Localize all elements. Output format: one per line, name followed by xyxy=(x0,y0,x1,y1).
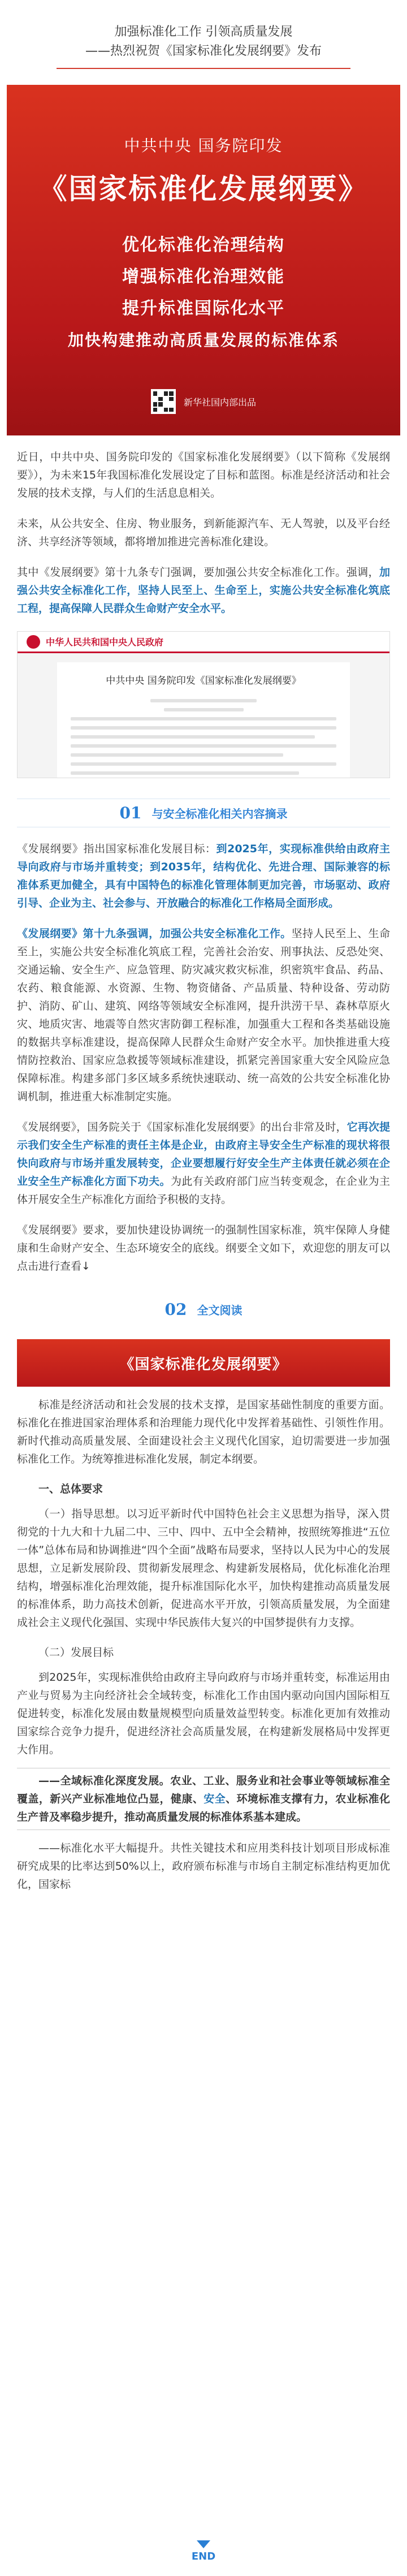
header-line-2: ——热烈祝贺《国家标准化发展纲要》发布 xyxy=(85,44,322,58)
end-label: END xyxy=(191,2551,216,2562)
gov-site-bar xyxy=(18,632,389,653)
section-title: 全文阅读 xyxy=(197,1304,243,1317)
s1-p3-highlight: 它再次提示我们安全生产标准的责任主体是企业，由政府主导安全生产标准的现状将很快向政府与市场并重发展转变，企业要想履行好安全生产主体责任就必须在企业安全生产标准化方面下功夫。 xyxy=(17,1121,390,1188)
ft-goal-2-highlight: 安全 xyxy=(204,1793,226,1805)
down-arrow-icon xyxy=(197,2540,210,2548)
header-divider xyxy=(57,68,350,69)
poster-title: 《国家标准化发展纲要》 xyxy=(38,172,369,205)
poster-line-1: 优化标准化治理结构 xyxy=(122,235,285,255)
fulltext-body xyxy=(0,1396,407,1893)
poster-line-2: 增强标准化治理效能 xyxy=(122,267,285,287)
poster-source: 新华社国内部出品 xyxy=(183,396,256,408)
section-heading-02 xyxy=(17,1296,390,1323)
intro-paragraph-1: 近日，中共中央、国务院印发的《国家标准化发展纲要》（以下简称《发展纲要》），为未来15年我国标准化发展设定了目标和蓝图。标准是经济活动和社会发展的技术支撑，与人们的生活息息相关。 xyxy=(17,451,390,499)
poster-line-3: 提升标准国际化水平 xyxy=(122,299,285,318)
section-heading-01 xyxy=(17,799,390,827)
fulltext-banner: 《国家标准化发展纲要》 xyxy=(17,1339,390,1387)
intro-paragraph-3 xyxy=(17,563,390,618)
section-number: 01 xyxy=(119,804,142,822)
s1-p3-text-a: 《发展纲要》，国务院关于《国家标准化发展纲要》的出台非常及时， xyxy=(17,1121,347,1133)
header-line-1: 加强标准化工作 引领高质量发展 xyxy=(114,25,293,39)
gov-site-name: 中华人民共和国中央人民政府 xyxy=(46,637,164,648)
article-header xyxy=(0,0,407,85)
ft-guiding-ideology: （一）指导思想。以习近平新时代中国特色社会主义思想为指导，深入贯彻党的十九大和十九届二中、三中、四中、五中全会精神，按照统筹推进“五位一体”总体布局和协调推进“四个全面”战略布局要求，坚持以人民为中心的发展思想，立足新发展阶段、贯彻新发展理念、构建新发展格局，优化标准化治理结构，增强标准化治理效能，提升标准国际化水平，加快构建推动高质量发展的标准体系，助力高技术创新，促进高水平开放，引领高质量发展，为全面建成社会主义现代化强国、实现中华民族伟大复兴的中国梦提供有力支撑。 xyxy=(17,1508,390,1629)
s1-p1-text: 《发展纲要》指出国家标准化发展目标： xyxy=(17,843,217,855)
gov-doc-lines xyxy=(71,699,336,775)
intro-section xyxy=(0,448,407,618)
poster-line-4: 加快构建推动高质量发展的标准体系 xyxy=(67,331,339,349)
ft-paragraph-0: 标准是经济活动和社会发展的技术支撑，是国家基础性制度的重要方面。标准化在推进国家治理体系和治理能力现代化中发挥着基础性、引领性作用。新时代推动高质量发展、全面建设社会主义现代化国家，迫切需要进一步加强标准化工作。为统筹推进标准化发展，制定本纲要。 xyxy=(17,1399,390,1465)
ft-heading-1: 一、总体要求 xyxy=(38,1483,103,1495)
s1-p2-highlight: 《发展纲要》第十九条强调，加强公共安全标准化工作。 xyxy=(17,927,292,940)
section-number: 02 xyxy=(164,1300,187,1319)
ft-goal-2-text-b: 、环境标准支撑有力，农业标准化生产普及率稳步提升，推动高质量发展的标准体系基本建成。 xyxy=(17,1793,390,1823)
s1-paragraph-1 xyxy=(17,840,390,912)
s1-p3-text-b: 为此有关政府部门应当转变观念，在企业为主体开展安全生产标准化方面给予积极的支持。 xyxy=(17,1175,390,1206)
s1-paragraph-3 xyxy=(17,1118,390,1209)
poster-top-text: 中共中央 国务院印发 xyxy=(124,136,283,155)
ft-goal-box xyxy=(17,1768,390,1830)
s1-p2-text: 坚持人民至上、生命至上，实施公共安全标准化筑底工程，完善社会治安、刑事执法、反恐处突、交通运输、安全生产、应急管理、防灾减灾救灾标准，织密筑牢食品、药品、农药、粮食能源、水资源、生物、物资储备、产品质量、特种设备、劳动防护、消防、矿山、建筑、网络等领域安全标准网，提升洪涝干旱、森林草原火灾、地质灾害、地震等自然灾害防御工程标准，加强重大工程和各类基础设施的数据共享标准建设，提高保障人民群众生命财产安全水平。加快推进重大疫情防控救治、国家应急救援等领域标准建设，抓紧完善国家重大安全风险应急保障标准。构建多部门多区域多系统快速联动、统一高效的公共安全标准化协调机制，推进重大标准制定实施。 xyxy=(17,927,390,1103)
gov-doc-preview xyxy=(57,662,350,778)
poster-image xyxy=(7,85,400,435)
national-emblem-icon xyxy=(27,635,40,649)
poster-footer xyxy=(7,389,400,414)
intro-p3-text: 其中《发展纲要》第十九条专门强调，要加强公共安全标准化工作。强调， xyxy=(17,566,379,579)
section-1-body xyxy=(0,840,407,1275)
qr-code-icon xyxy=(151,389,176,414)
gov-website-screenshot xyxy=(17,631,390,778)
ft-goal-3: ——标准化水平大幅提升。共性关键技术和应用类科技计划项目形成标准研究成果的比率达到50%以上，政府颁布标准与市场自主制定标准结构更加优化，国家标 xyxy=(17,1842,390,1891)
ft-heading-goals: （二）发展目标 xyxy=(38,1646,114,1659)
ft-goal-2-text-a: ——全域标准化深度发展。农业、工业、服务业和社会事业等领域标准全覆盖，新兴产业标准地位凸显，健康、 xyxy=(17,1775,390,1805)
s1-paragraph-4: 《发展纲要》要求，要加快建设协调统一的强制性国家标准，筑牢保障人身健康和生命财产安全、生态环境安全的底线。纲要全文如下，欢迎您的朋友可以点击进行查看↓ xyxy=(17,1224,390,1272)
gov-doc-title: 中共中央 国务院印发《国家标准化发展纲要》 xyxy=(106,675,301,687)
ft-goal-paragraph: 到2025年，实现标准供给由政府主导向政府与市场并重转变，标准运用由产业与贸易为主向经济社会全域转变，标准化工作由国内驱动向国内国际相互促进转变，标准化发展由数量规模型向质量效益型转变。标准化更加有效推动国家综合竞争力提升，促进经济社会高质量发展，在构建新发展格局中发挥更大作用。 xyxy=(17,1671,390,1756)
s1-p1-highlight: 到2025年，实现标准供给由政府主导向政府与市场并重转变；到2035年，结构优化、先进合理、国际兼容的标准体系更加健全，具有中国特色的标准化管理体制更加完善，市场驱动、政府引导、企业为主、社会参与、开放融合的标准化工作格局全面形成。 xyxy=(17,843,390,909)
end-marker xyxy=(0,2540,407,2562)
intro-p3-highlight: 加强公共安全标准化工作，坚持人民至上、生命至上，实施公共安全标准化筑底工程，提高保障人民群众生命财产安全水平。 xyxy=(17,566,390,615)
section-title: 与安全标准化相关内容摘录 xyxy=(151,807,288,821)
s1-paragraph-2 xyxy=(17,925,390,1106)
ft-goal-2 xyxy=(17,1772,390,1826)
intro-paragraph-2: 未来，从公共安全、住房、物业服务，到新能源汽车、无人驾驶，以及平台经济、共享经济等领域，都将增加推进完善标准化建设。 xyxy=(17,517,390,548)
